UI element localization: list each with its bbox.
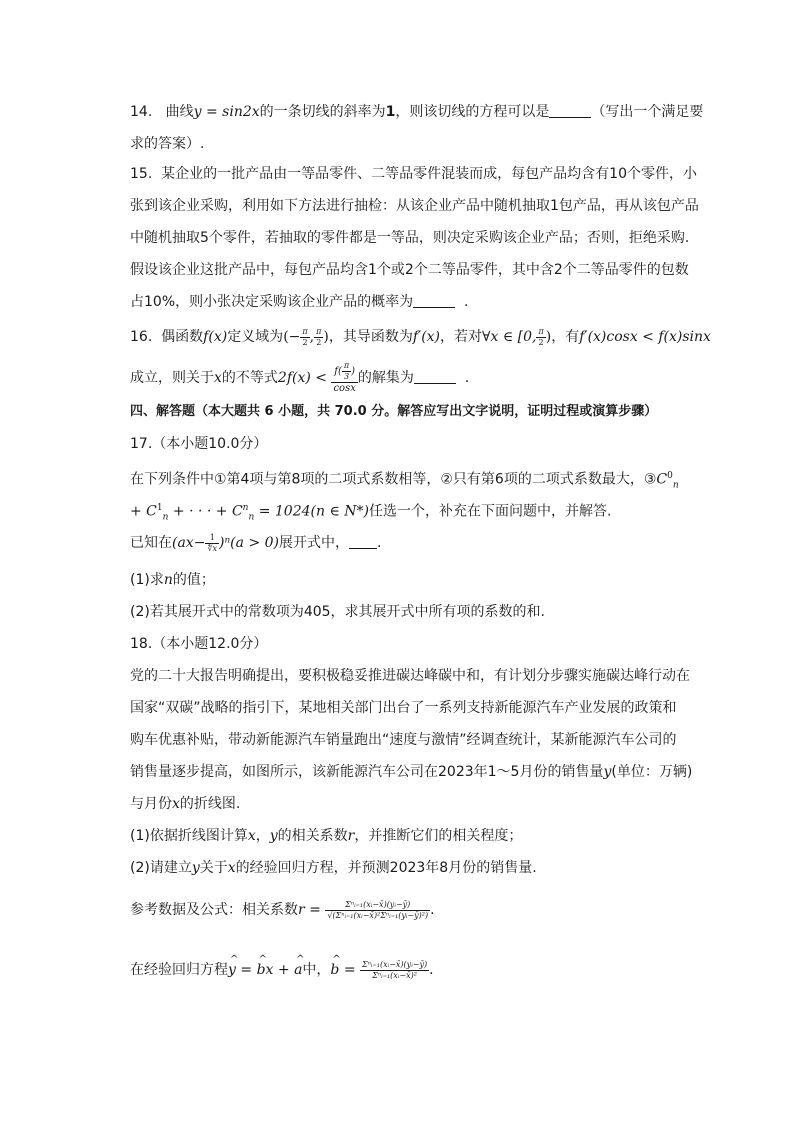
- denominator: 2: [316, 337, 322, 347]
- math: f(x): [203, 329, 228, 345]
- fraction-pi-over-2: [300, 328, 309, 347]
- text: 中，: [302, 962, 331, 978]
- text: 的不等式: [221, 370, 278, 386]
- denominator: 2: [302, 337, 308, 347]
- subscript: n: [162, 512, 169, 523]
- text: 的解集为: [357, 370, 414, 386]
- text: 关于: [199, 860, 228, 876]
- slope-value: 1: [385, 104, 396, 120]
- q14-line1: [130, 102, 704, 122]
- math-a-hat: ^ a: [294, 950, 302, 990]
- math: x: [227, 860, 236, 876]
- denominator: Σⁿᵢ₌₁(xᵢ−x̄)²: [372, 970, 417, 980]
- text: ，其导函数为: [328, 329, 413, 345]
- q18-line2: 国家“双碳”战略的指引下，某地相关部门出台了一系列支持新能源汽车产业发展的政策和: [130, 700, 677, 716]
- numerator: Σⁿᵢ₌₁(xᵢ−x̄)(yᵢ−ȳ): [325, 901, 430, 911]
- text: 中随机抽取5个零件，若抽取的零件都是一等品，则决定采购该企业产品；否则，拒绝采购.: [130, 230, 690, 246]
- q15-line4: [130, 260, 690, 280]
- text: 已知在: [130, 535, 172, 551]
- q14-line2: [130, 134, 690, 154]
- q18-reference-correlation: [130, 890, 690, 930]
- text: ，有: [551, 329, 580, 345]
- text: 假设该企业这批产品中，每包产品均含1个或2个二等品零件，其中含2个二等品零件的包数: [130, 262, 689, 278]
- text: ，: [255, 828, 270, 844]
- numerator: [331, 362, 357, 383]
- text: ，若对: [440, 329, 483, 345]
- text: 参考数据及公式：相关系数: [130, 902, 298, 918]
- q18-part2: [130, 858, 690, 878]
- question-number: 15.: [130, 166, 153, 182]
- math: x: [247, 828, 256, 844]
- denominator: 3: [343, 372, 350, 381]
- math: y: [191, 860, 200, 876]
- text: 定义域为: [227, 329, 284, 345]
- math: y: [603, 764, 612, 780]
- superscript: n: [242, 503, 249, 513]
- q17-line1: [130, 466, 690, 495]
- text: 某企业的一批产品由一等品零件、二等品零件混装而成，每包产品均含有10个零件，小: [161, 166, 697, 182]
- math-y-hat: ^ y: [228, 950, 236, 990]
- q18-line1: 党的二十大报告明确提出，要积极稳妥推进碳达峰碳中和，有计划分步骤实施碳达峰行动在: [130, 668, 690, 684]
- q18-line5: [130, 794, 690, 814]
- q16-line1: [130, 324, 711, 350]
- text: （写出一个满足要: [591, 104, 704, 120]
- q16-line2: [130, 362, 690, 394]
- text: 偶函数: [161, 329, 204, 345]
- q17-part2: (2)若其展开式中的常数项为405，求其展开式中所有项的系数的和.: [130, 604, 546, 620]
- numerator: Σⁿᵢ₌₁(xᵢ−x̄)(yᵢ−ȳ): [362, 959, 428, 969]
- q18-line4: [130, 762, 693, 782]
- section-heading: 四、解答题（本大题共 6 小题，共 70.0 分。解答应写出文字说明，证明过程或演算步骤）: [130, 404, 658, 419]
- text: 销售量逐步提高，如图所示，该新能源汽车公司在2023年1～5月份的销售量: [130, 764, 604, 780]
- math: =: [339, 962, 356, 978]
- math: ): [323, 329, 329, 345]
- math-inequality: f′(x)cosx < f(x)sinx: [579, 329, 711, 345]
- math: + C: [130, 503, 157, 520]
- math: f′(x): [412, 329, 441, 345]
- math: n: [163, 572, 173, 588]
- math: ): [545, 329, 552, 345]
- math-b-hat: ^ b: [330, 950, 339, 990]
- math: = 1024(n ∈ N*): [254, 503, 369, 520]
- denominator: 2: [538, 337, 544, 347]
- fraction-pi-over-2: [536, 328, 545, 347]
- text: (2)请建立: [130, 860, 192, 876]
- text: 求的答案）.: [130, 136, 205, 152]
- fraction-f-pi3-over-cosx: [331, 362, 357, 394]
- q18-line3: 购车优惠补贴，带动新能源汽车销量跑出“速度与激情”经调查统计，某新能源汽车公司的: [130, 732, 677, 748]
- numerator: π: [316, 326, 322, 336]
- text: 张到该企业采购，利用如下方法进行抽检：从该企业产品中随机抽取1包产品，再从该包产品: [130, 198, 699, 214]
- text: 任选一个，补充在下面问题中，并解答.: [368, 503, 612, 520]
- math-function: y = sin2x: [193, 104, 260, 120]
- text: 的相关系数: [277, 828, 348, 844]
- math: + · · · + C: [168, 503, 243, 520]
- text: 在经验回归方程: [130, 962, 228, 978]
- math: C: [656, 471, 668, 488]
- text: .: [464, 294, 469, 310]
- text: (单位：万辆): [611, 764, 693, 780]
- text: ，则该切线的方程可以是: [395, 104, 550, 120]
- math: ∀x ∈ [0,: [482, 329, 537, 345]
- text: .: [464, 370, 470, 386]
- q18-reference-regression: [130, 950, 690, 990]
- answer-blank: [549, 117, 591, 118]
- numerator: π: [538, 326, 544, 336]
- math: (ax−: [172, 535, 206, 551]
- text: 占10%，则小张决定采购该企业产品的概率为: [130, 294, 414, 310]
- text: ，并推断它们的相关程度；: [354, 828, 523, 844]
- math-b-hat: ^ b: [257, 950, 266, 990]
- q17-part1: [130, 570, 690, 590]
- formula-regression-slope: [360, 961, 429, 980]
- fraction: [342, 362, 351, 381]
- math: 2f(x) <: [277, 370, 327, 386]
- math: ,: [309, 329, 315, 345]
- text: (1)求: [130, 572, 164, 588]
- text: 与月份: [130, 796, 172, 812]
- text: 曲线: [165, 104, 194, 120]
- q18-part1: [130, 826, 690, 846]
- answer-blank: [414, 383, 456, 384]
- text: .: [429, 962, 434, 978]
- subscript: n: [672, 480, 679, 491]
- q18-heading: 18.（本小题12.0分）: [130, 636, 268, 652]
- denominator: cosx: [333, 383, 356, 394]
- q15-line3: [130, 228, 690, 248]
- text: 成立，则关于: [130, 370, 214, 386]
- math: x: [172, 796, 180, 812]
- fraction-1-over-root-x: [205, 534, 219, 553]
- question-number: 14.: [130, 104, 153, 120]
- denominator: √(Σⁿᵢ₌₁(xᵢ−x̄)²Σⁿᵢ₌₁(yᵢ−ȳ)²): [327, 910, 429, 920]
- q17-line3: [130, 530, 690, 556]
- math: x +: [265, 962, 295, 978]
- math: )ⁿ(a > 0): [219, 535, 279, 551]
- q15-line1: [130, 164, 697, 184]
- superscript: 1: [156, 503, 163, 513]
- text: .: [430, 902, 435, 918]
- text: 的经验回归方程，并预测2023年8月份的销售量.: [235, 860, 537, 876]
- text: 在下列条件中①第4项与第8项的二项式系数相等，②只有第6项的二项式系数最大，③: [130, 471, 657, 488]
- text: (1)依据折线图计算: [130, 828, 248, 844]
- math: r: [347, 828, 355, 844]
- math: (−: [283, 329, 301, 345]
- q15-line5: [130, 292, 690, 312]
- answer-blank: [413, 307, 455, 308]
- text: 的值；: [172, 572, 215, 588]
- text: 的折线图.: [179, 796, 241, 812]
- fraction-pi-over-2: [314, 328, 323, 347]
- answer-blank: [349, 548, 377, 549]
- math: f(: [334, 366, 342, 377]
- math: x: [214, 370, 222, 386]
- math: r =: [298, 902, 321, 918]
- denominator: ∜x: [207, 543, 218, 553]
- numerator: 1: [205, 534, 219, 544]
- question-number: 16.: [130, 329, 153, 345]
- superscript: 0: [667, 471, 673, 481]
- math: ): [351, 366, 356, 377]
- q17-heading: 17.（本小题10.0分）: [130, 436, 268, 452]
- numerator: π: [302, 326, 308, 336]
- text: 展开式中，: [279, 535, 349, 551]
- text: 的一条切线的斜率为: [259, 104, 386, 120]
- text: .: [377, 535, 382, 551]
- math: =: [235, 962, 257, 978]
- math: y: [269, 828, 278, 844]
- q15-line2: [130, 196, 699, 216]
- formula-correlation-coefficient: [325, 901, 430, 920]
- numerator: π: [343, 361, 350, 370]
- subscript: n: [248, 512, 255, 523]
- q17-line2: [130, 498, 690, 527]
